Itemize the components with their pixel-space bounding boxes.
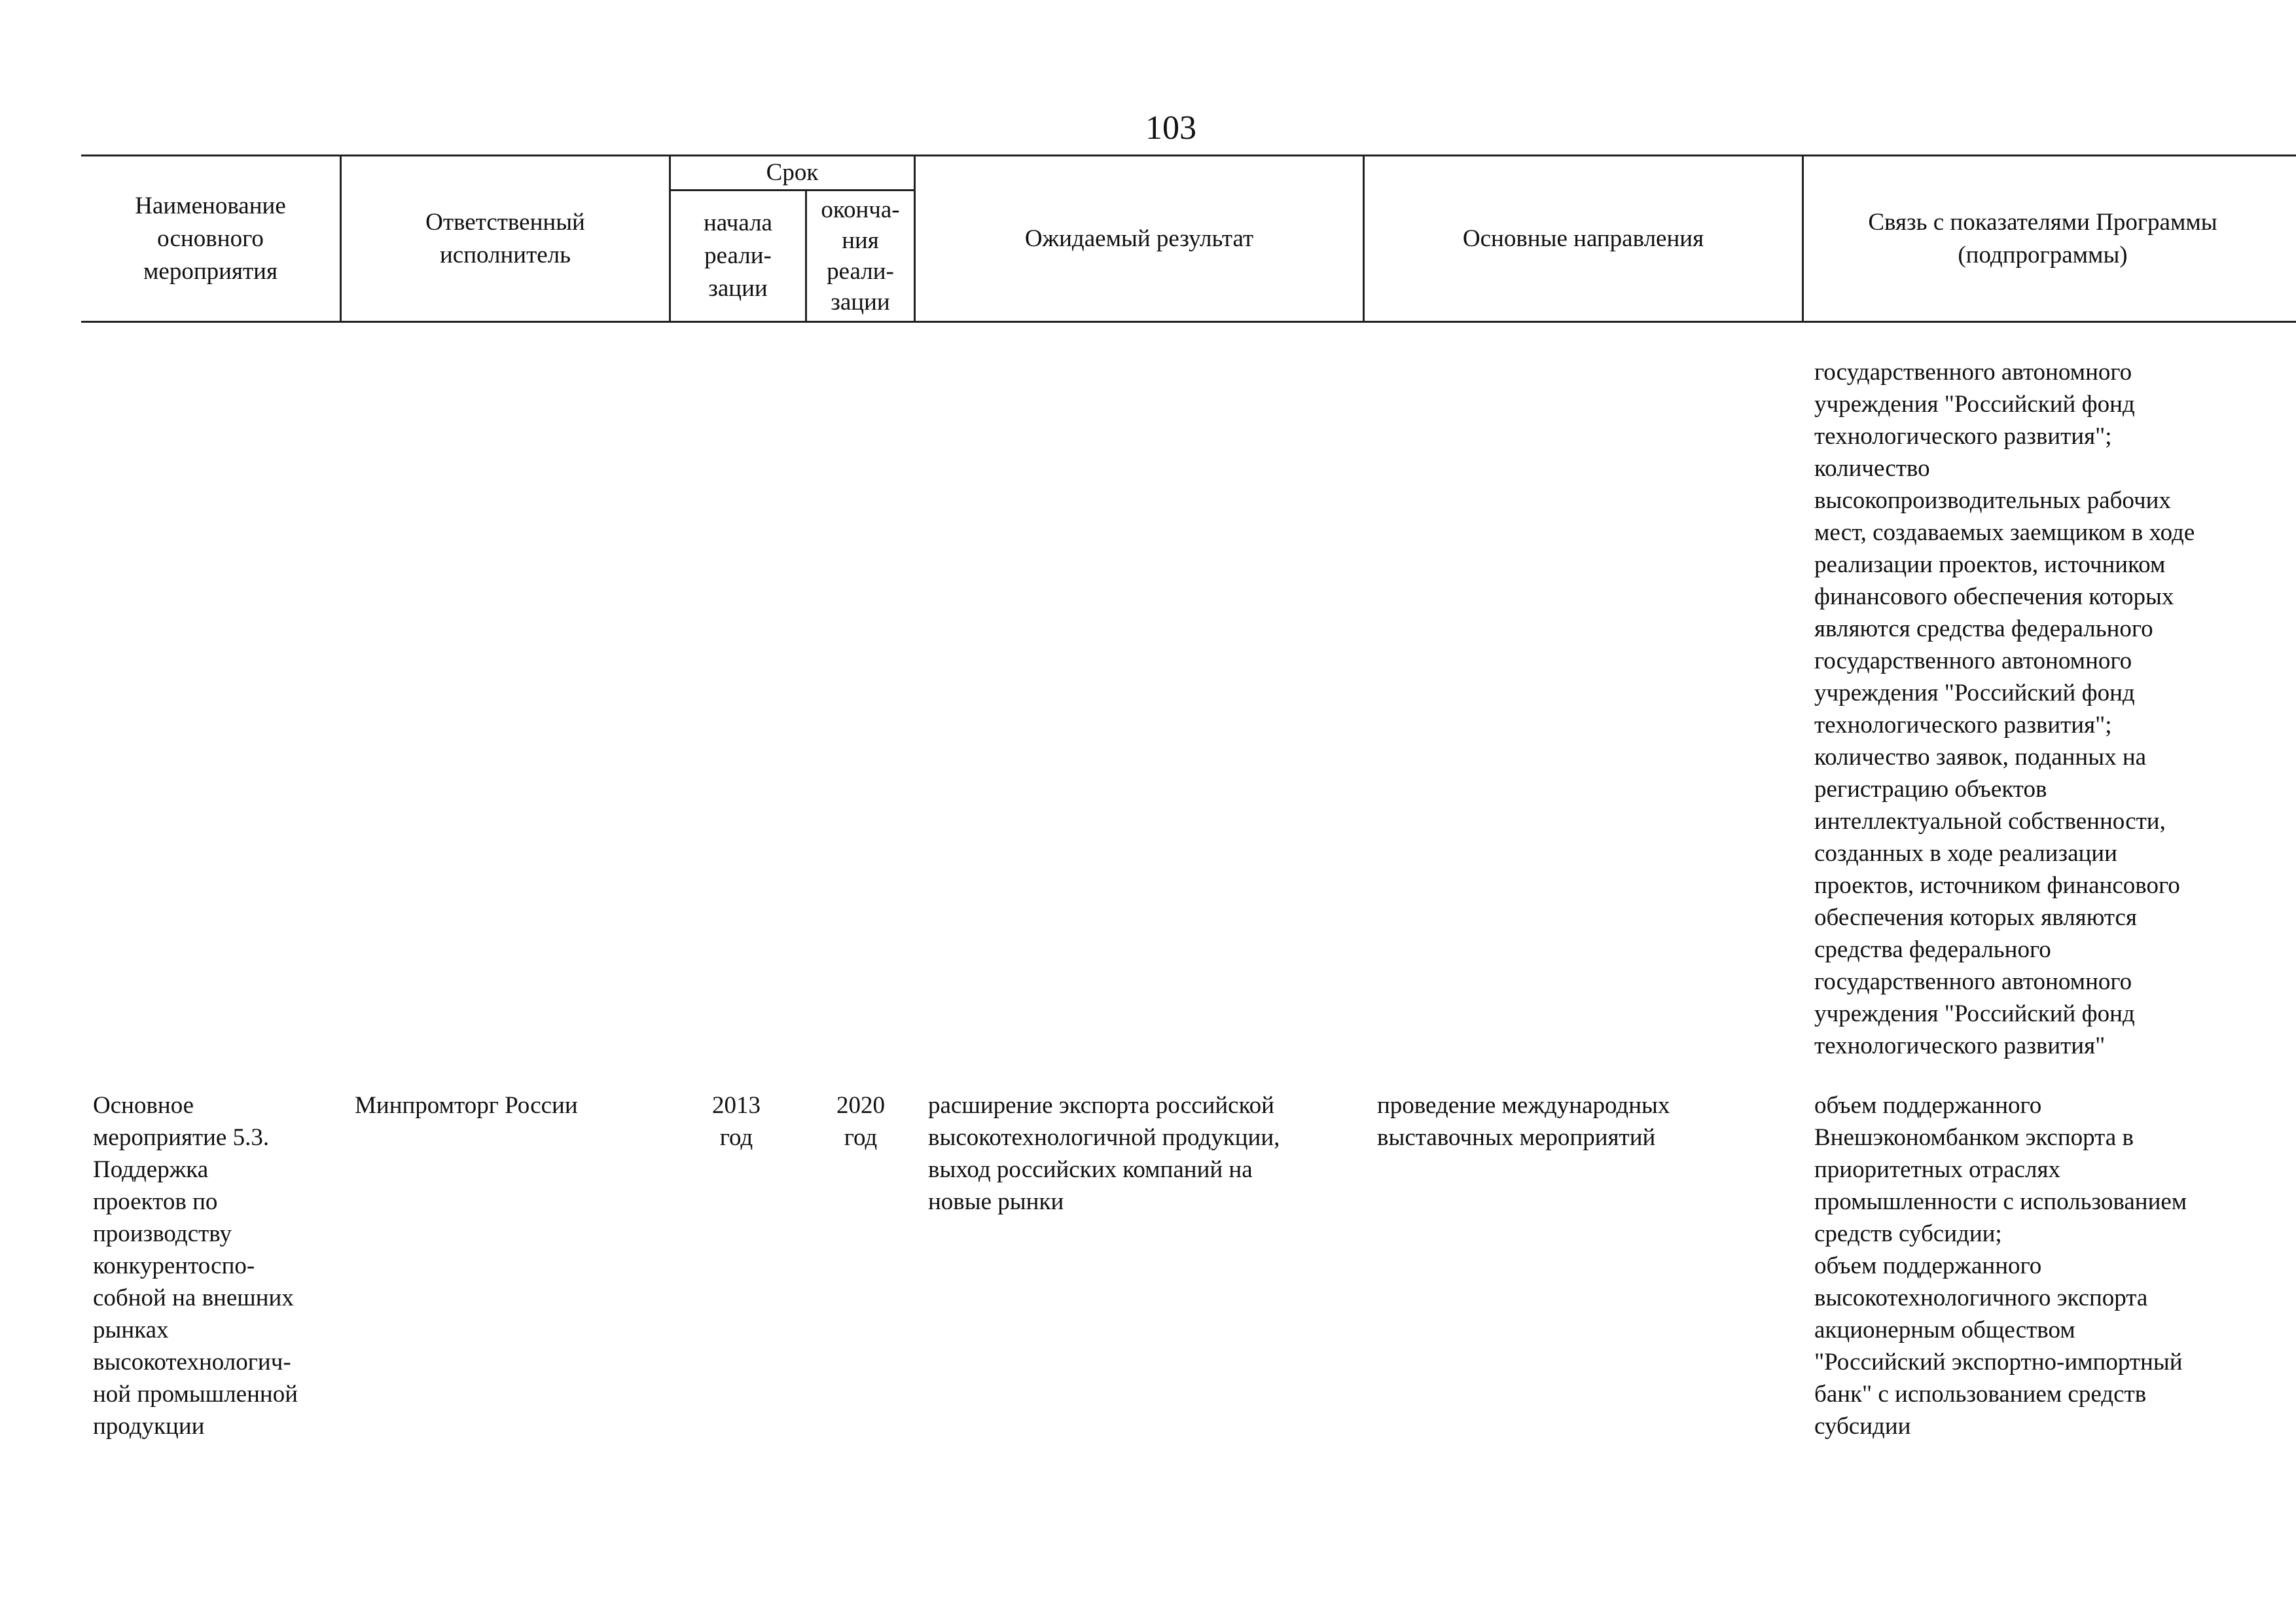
header-term-group: Срок xyxy=(766,159,819,186)
row-2-indicators: объем поддержанного Внешэкономбанком экспорта в приоритетных отраслях промышленности с использованием средств субсидии; объем поддержанного высокотехнологичного экспорта акционерным обществом "Российский экспортно-импортный банк" с использованием средств субсидии xyxy=(1814,1092,2187,1440)
row-1-indicators: государственного автономного учреждения "Российский фонд технологического развития"; количество высокопроизводительных рабочих мест, создаваемых заемщиком в ходе реализации проектов, источником финансового обеспечения которых являются средства федерального государственного автономного учреждения "Российский фонд технологического развития"; количество заявок, поданных на регистрацию объектов интеллектуальной собственности, созданных в ходе реализации проектов, источником финансового обеспечения которых являются средства федерального государственного автономного учреждения "Российский фонд технологического развития" xyxy=(1814,359,2195,1059)
row-2-expected-result: расширение экспорта российской высокотехнологичной продукции, выход российских компаний на новые рынки xyxy=(928,1092,1280,1215)
header-term-end: оконча- ния реали- зации xyxy=(821,196,900,316)
page-number: 103 xyxy=(1145,109,1196,147)
header-expected-result: Ожидаемый результат xyxy=(1024,225,1254,252)
row-2-event-name: Основное мероприятие 5.3. Поддержка проектов по производству конкурентоспо- собной на внешних рынках высокотехнологич- ной промышленной продукции xyxy=(93,1092,298,1440)
table-header-bottom-border xyxy=(81,321,2296,323)
header-term-start: начала реали- зации xyxy=(704,210,772,302)
row-2-main-directions: проведение международных выставочных мероприятий xyxy=(1377,1092,1670,1151)
row-2-executor: Минпромторг России xyxy=(355,1092,578,1119)
header-event-name: Наименование основного мероприятия xyxy=(135,192,286,285)
header-responsible-executor: Ответственный исполнитель xyxy=(425,208,585,268)
row-2-end-year: 2020 год xyxy=(836,1092,885,1151)
header-main-directions: Основные направления xyxy=(1462,225,1704,252)
row-2-start-year: 2013 год xyxy=(712,1092,761,1151)
header-program-indicators: Связь с показателями Программы (подпрограммы) xyxy=(1868,208,2217,268)
